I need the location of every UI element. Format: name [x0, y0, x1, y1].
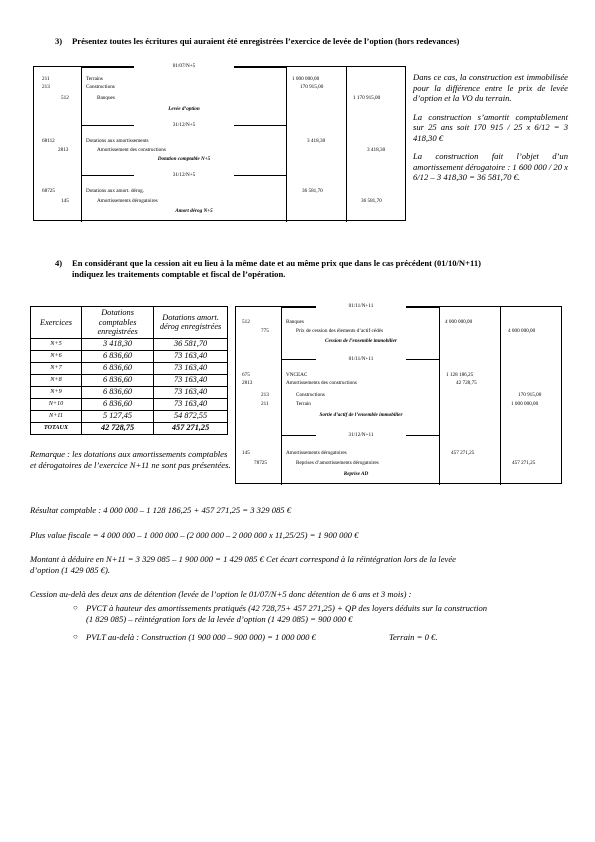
table-row: N+11 5 127,45 54 872,55 [31, 410, 228, 422]
question-4-number: 4) [55, 258, 63, 268]
bullet-icon: ○ [73, 632, 78, 641]
journal-entries-cession: 01/11/N+11 512 Banques 4 000 000,00 775 Prix de cession des élements d’actif cédés 4 000 000,00 Cession de l’ensemble immobilier 01/11/N+11 675 VNCEAC 1 128 186,25 2813 Amortissements des constructions 42 728,75 213 Constructions 170 915,00 211 Terrain 1 000 000,00 Sortie d’actif de l’ensemble immobilier 31/12/N+11 145 Amortissements dérogatoires 457 271,25 78725 Reprises d’amortissements dérogatoires 457 271,25 Reprise AD [235, 306, 562, 484]
entry-date: 31/12/N+5 [134, 122, 234, 128]
cession-detention: Cession au-delà des deux ans de détention (levée de l’option le 01/07/N+5 donc détention de 6 ans et 3 mois) : [30, 589, 412, 599]
side-note-3: La construction fait l’objet d’un amortissement dérogatoire : 1 600 000 / 20 x 6/12 – 3 418,30 = 36 581,70 €. [413, 151, 568, 182]
amortization-table [30, 306, 228, 435]
question-4-line-1: En considérant que la cession ait eu lieu à la même date et au même prix que dans le cas précédent (01/10/N+11) [72, 258, 482, 268]
entry-date: 31/12/N+11 [316, 432, 406, 438]
col-header-dotations-derog: Dotations amort. dérog enregistrées [154, 307, 228, 339]
entry-date: 01/11/N+11 [316, 356, 406, 362]
col-header-exercices: Exercices [31, 307, 82, 339]
question-4 [55, 258, 575, 282]
side-notes [413, 72, 568, 183]
table-row: N+10 6 836,60 73 163,40 [31, 398, 228, 410]
terrain: Terrain = 0 €. [389, 632, 438, 642]
side-note-1: Dans ce cas, la construction est immobilisée pour la différence entre le prix de levée d’option et la VO du terrain. [413, 72, 568, 103]
table-row: N+6 6 836,60 73 163,40 [31, 350, 228, 362]
entry-caption: Reprise AD [343, 471, 369, 477]
journal-entries-option: 01/07/N+5 211 Terrains 1 000 000,00 213 Constructions 170 915,00 512 Banques 1 170 915,00 Levée d’option 31/12/N+5 68112 Dotations aux amortissements 3 418,30 2813 Amortissement des constructions 3 418,30 Dotation comptable N+5 31/12/N+5 68725 Dotations aux amort. dérog. 36 581,70 145 Amortissements dérogatoires 36 581,70 Amort dérog N+5 [33, 66, 406, 221]
entry-caption: Sortie d’actif de l’ensemble immobilier [319, 412, 403, 418]
entry-caption: Cession de l’ensemble immobilier [325, 338, 397, 344]
remark: Remarque : les dotations aux amortissements comptables et dérogatoires de l’exercice N+11 ne sont pas présentées. [30, 449, 231, 470]
entry-caption: Levée d’option [168, 106, 200, 112]
entry-caption: Amort dérog N+5 [175, 208, 213, 214]
entry-date: 01/07/N+5 [134, 63, 234, 69]
montant-a-deduire-line-1: Montant à déduire en N+11 = 3 329 085 – 1 900 000 = 1 429 085 € Cet écart correspond à la réintégration lors de la levée [30, 554, 456, 564]
table-total-row: TOTAUX 42 728,75 457 271,25 [31, 422, 228, 434]
montant-a-deduire-line-2: d’option (1 429 085 €). [30, 565, 110, 575]
question-4-line-2: indiquez les traitements comptable et fiscal de l’opération. [72, 269, 286, 279]
pvct-line-1: PVCT à hauteur des amortissements pratiqués (42 728,75+ 457 271,25) + QP des loyers déduits sur la construction [86, 603, 488, 613]
pvct-line-2: (1 829 085) – réintégration lors de la levée d’option (1 429 085) = 900 000 € [86, 614, 353, 624]
entry-caption: Dotation comptable N+5 [157, 156, 211, 162]
question-3-text: Présentez toutes les écritures qui auraient été enregistrées l’exercice de levée de l’option (hors redevances) [72, 36, 460, 46]
plus-value-fiscale: Plus value fiscale = 4 000 000 – 1 000 000 – (2 000 000 – 2 000 000 x 11,25/25) = 1 900 000 € [30, 530, 359, 540]
table-row: N+9 6 836,60 73 163,40 [31, 386, 228, 398]
question-3-number: 3) [55, 36, 63, 46]
col-header-dotations-comptables: Dotations comptables enregistrées [82, 307, 154, 339]
resultat-comptable: Résultat comptable : 4 000 000 – 1 128 186,25 + 457 271,25 = 3 329 085 € [30, 505, 292, 515]
side-note-2: La construction s’amortit comptablement sur 25 ans soit 170 915 / 25 x 6/12 = 3 418,30 € [413, 111, 568, 143]
table-row: N+5 3 418,30 36 581,70 [31, 338, 228, 350]
entry-date: 31/12/N+5 [134, 172, 234, 178]
table-row: N+8 6 836,60 73 163,40 [31, 374, 228, 386]
bullet-icon: ○ [73, 603, 78, 612]
entry-date: 01/11/N+11 [316, 303, 406, 309]
pvlt: PVLT au-delà : Construction (1 900 000 – 900 000) = 1 000 000 € [86, 632, 316, 642]
table-row: N+7 6 836,60 73 163,40 [31, 362, 228, 374]
